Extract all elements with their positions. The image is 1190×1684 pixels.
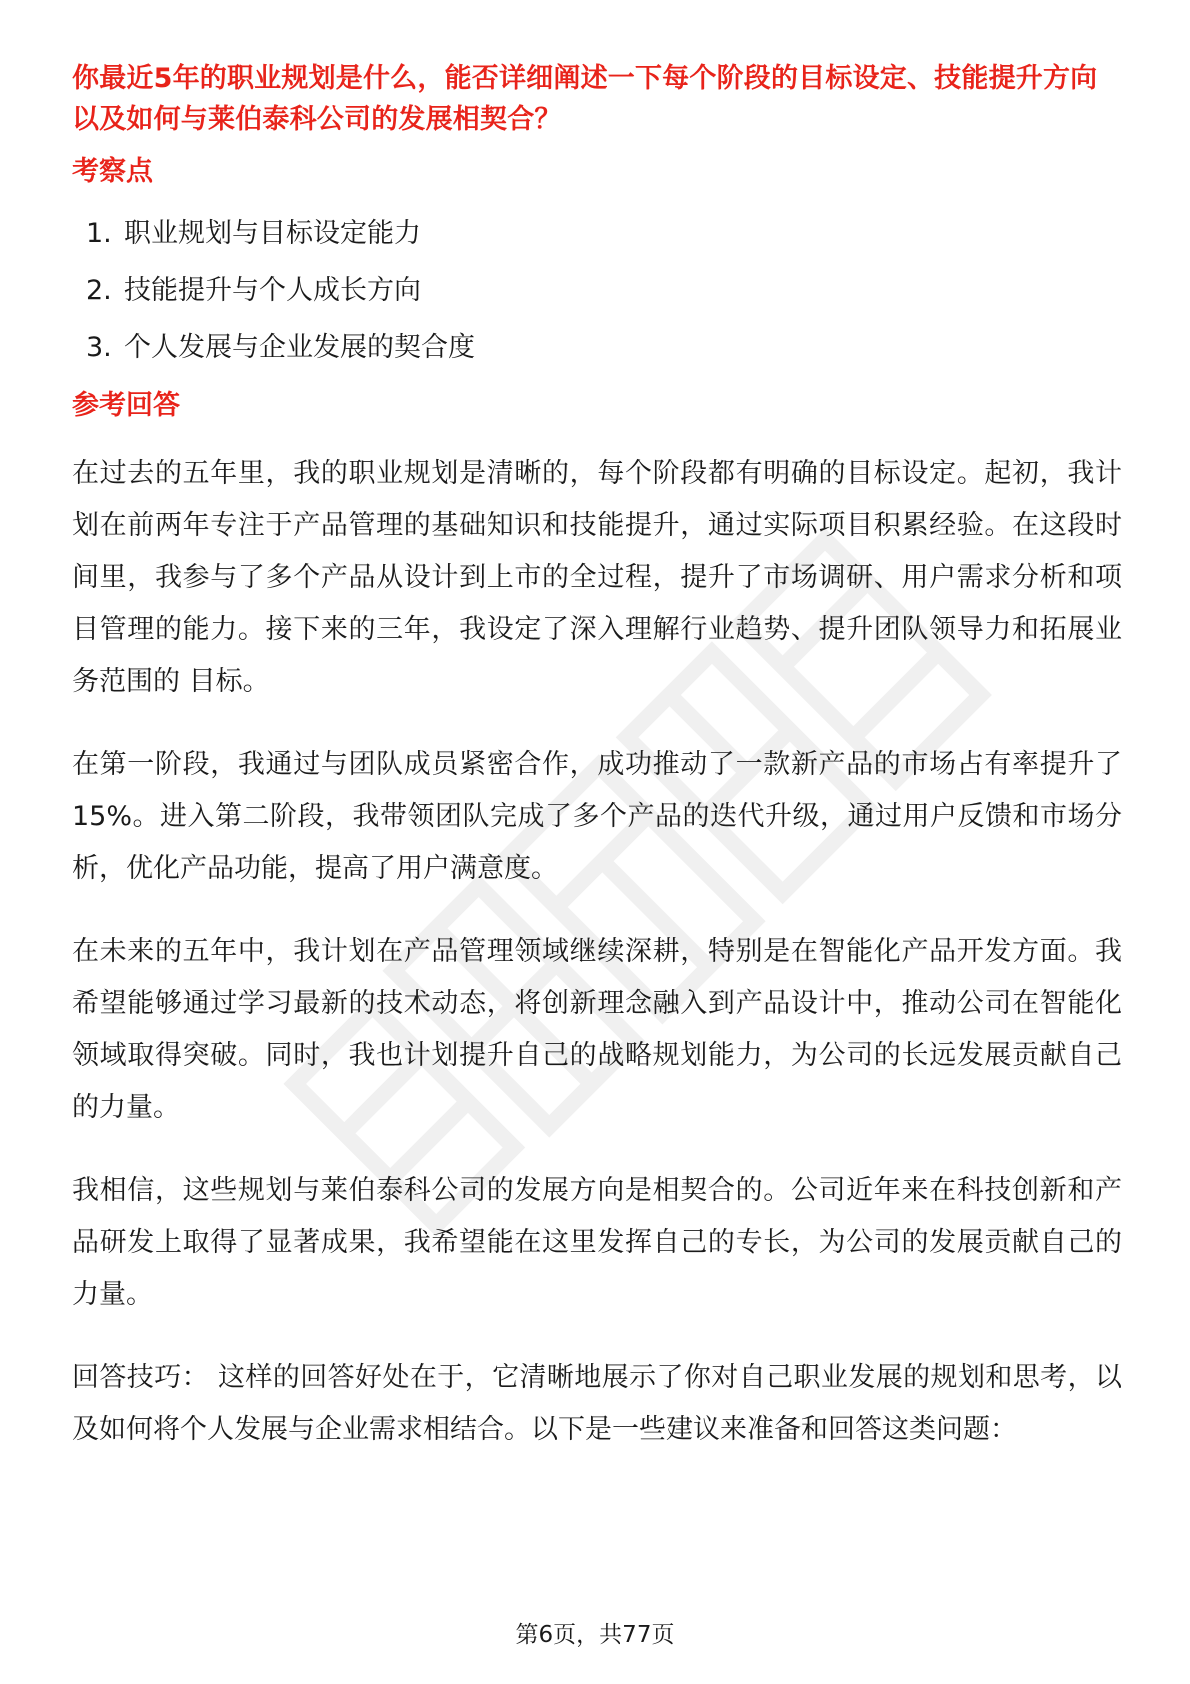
page-number: 第6页，共77页 <box>515 1622 675 1648</box>
answer-paragraph: 在过去的五年里，我的职业规划是清晰的，每个阶段都有明确的目标设定。起初，我计划在前两年专注于产品管理的基础知识和技能提升，通过实际项目积累经验。在这段时间里，我参与了多个产品从设计到上市的全过程，提升了市场调研、用户需求分析和项目管理的能力。接下来的三年，我设定了深入理解行业趋势、提升团队领导力和拓展业务范围的 目标。 <box>72 458 1122 697</box>
answer-paragraph: 在第一阶段，我通过与团队成员紧密合作，成功推动了一款新产品的市场占有率提升了15%。进入第二阶段，我带领团队完成了多个产品的迭代升级，通过用户反馈和市场分析，优化产品功能，提高了用户满意度。 <box>72 749 1122 884</box>
list-item-text: 职业规划与目标设定能力 <box>124 218 421 249</box>
list-item <box>86 214 1122 254</box>
question-heading: 你最近5年的职业规划是什么，能否详细阐述一下每个阶段的目标设定、技能提升方向以及如何与莱伯泰科公司的发展相契合？ <box>72 63 1098 135</box>
answer-paragraph: 在未来的五年中，我计划在产品管理领域继续深耕，特别是在智能化产品开发方面。我希望能够通过学习最新的技术动态，将创新理念融入到产品设计中，推动公司在智能化领域取得突破。同时，我也计划提升自己的战略规划能力，为公司的长远发展贡献自己的力量。 <box>72 936 1122 1123</box>
list-item <box>86 328 1122 368</box>
answer-heading: 参考回答 <box>72 390 180 421</box>
list-item-text: 技能提升与个人成长方向 <box>124 275 421 306</box>
tips-paragraph: 回答技巧： 这样的回答好处在于，它清晰地展示了你对自己职业发展的规划和思考，以及如何将个人发展与企业需求相结合。以下是一些建议来准备和回答这类问题： <box>72 1362 1122 1445</box>
list-item-text: 个人发展与企业发展的契合度 <box>124 332 475 363</box>
list-item-number: 2. <box>86 275 112 306</box>
list-item-number: 3. <box>86 332 112 363</box>
answer-paragraph: 我相信，这些规划与莱伯泰科公司的发展方向是相契合的。公司近年来在科技创新和产品研发上取得了显著成果，我希望能在这里发挥自己的专长，为公司的发展贡献自己的力量。 <box>72 1175 1122 1310</box>
document-content <box>72 58 1122 1456</box>
points-list <box>72 214 1122 368</box>
list-item <box>86 271 1122 311</box>
points-heading: 考察点 <box>72 156 153 187</box>
list-item-number: 1. <box>86 218 112 249</box>
